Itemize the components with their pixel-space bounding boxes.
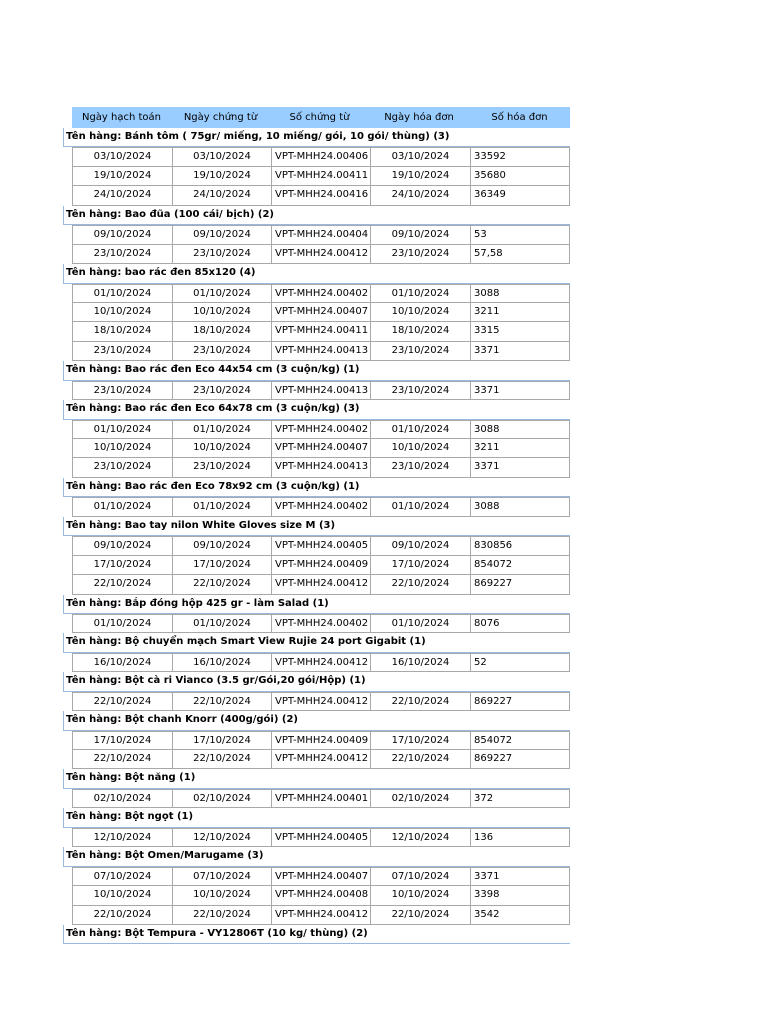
accounting-date-cell: 22/10/2024 bbox=[93, 908, 152, 920]
invoice-date-cell: 16/10/2024 bbox=[370, 654, 470, 671]
invoice-date-cell: 03/10/2024 bbox=[370, 148, 470, 165]
invoice-number-cell: 3398 bbox=[470, 886, 569, 904]
invoice-date-cell: 01/10/2024 bbox=[370, 285, 470, 302]
invoice-date-cell: 09/10/2024 bbox=[370, 226, 470, 243]
row-indent bbox=[63, 147, 72, 166]
table-row bbox=[63, 750, 570, 769]
invoice-date-cell: 10/10/2024 bbox=[370, 886, 470, 904]
row-cells bbox=[72, 614, 570, 633]
voucher-date-cell: 18/10/2024 bbox=[172, 322, 271, 340]
invoice-number-cell: 3315 bbox=[470, 322, 569, 340]
table-row bbox=[63, 245, 570, 264]
invoice-date-cell: 01/10/2024 bbox=[370, 498, 470, 515]
row-indent bbox=[63, 439, 72, 458]
group-title: Tên hàng: Bao rác đen Eco 64x78 cm (3 cuộn/kg) (3) bbox=[66, 403, 360, 415]
column-header-invoice-number: Số hóa đơn bbox=[491, 112, 548, 123]
invoice-number-cell: 3371 bbox=[470, 382, 569, 399]
voucher-date-cell: 01/10/2024 bbox=[172, 615, 271, 632]
accounting-date-cell: 16/10/2024 bbox=[93, 656, 152, 668]
invoice-number-cell: 3211 bbox=[470, 303, 569, 321]
voucher-number-cell: VPT-MHH24.00411 bbox=[271, 322, 370, 340]
row-indent bbox=[63, 186, 72, 205]
group-header bbox=[63, 925, 570, 944]
voucher-number-cell: VPT-MHH24.00402 bbox=[271, 421, 370, 438]
voucher-number-cell: VPT-MHH24.00407 bbox=[271, 868, 370, 885]
table-row bbox=[63, 458, 570, 477]
row-indent bbox=[63, 284, 72, 303]
row-cells bbox=[72, 439, 570, 458]
invoice-number-cell: 3088 bbox=[470, 498, 569, 515]
row-indent bbox=[63, 420, 72, 439]
voucher-number-cell: VPT-MHH24.00405 bbox=[271, 537, 370, 554]
invoice-date-cell: 18/10/2024 bbox=[370, 322, 470, 340]
invoice-date-cell: 01/10/2024 bbox=[370, 421, 470, 438]
invoice-number-cell: 35680 bbox=[470, 167, 569, 185]
invoice-date-cell: 22/10/2024 bbox=[370, 750, 470, 768]
table-row bbox=[63, 906, 570, 925]
row-cells bbox=[72, 167, 570, 186]
accounting-date-cell: 10/10/2024 bbox=[93, 305, 152, 317]
row-indent bbox=[63, 167, 72, 186]
group-header bbox=[63, 517, 570, 536]
voucher-number-cell: VPT-MHH24.00413 bbox=[271, 458, 370, 476]
row-indent bbox=[63, 497, 72, 516]
row-indent bbox=[63, 653, 72, 672]
invoice-number-cell: 8076 bbox=[470, 615, 569, 632]
group-title: Tên hàng: Bộ chuyển mạch Smart View Rujie 24 port Gigabit (1) bbox=[66, 636, 426, 648]
group-title: Tên hàng: Bao rác đen Eco 44x54 cm (3 cuộn/kg) (1) bbox=[66, 364, 360, 376]
invoice-number-cell: 372 bbox=[470, 790, 569, 807]
table-row bbox=[63, 186, 570, 205]
table-row bbox=[63, 731, 570, 750]
voucher-number-cell: VPT-MHH24.00405 bbox=[271, 829, 370, 846]
voucher-date-cell: 02/10/2024 bbox=[172, 790, 271, 807]
row-cells bbox=[72, 303, 570, 322]
voucher-date-cell: 17/10/2024 bbox=[172, 556, 271, 574]
voucher-date-cell: 22/10/2024 bbox=[172, 575, 271, 593]
row-indent bbox=[63, 225, 72, 244]
column-header-voucher-number: Số chứng từ bbox=[289, 112, 350, 123]
table-row bbox=[63, 692, 570, 711]
invoice-date-cell: 22/10/2024 bbox=[370, 906, 470, 924]
voucher-number-cell: VPT-MHH24.00402 bbox=[271, 285, 370, 302]
table-row bbox=[63, 303, 570, 322]
voucher-date-cell: 19/10/2024 bbox=[172, 167, 271, 185]
voucher-date-cell: 01/10/2024 bbox=[172, 421, 271, 438]
accounting-date-cell: 01/10/2024 bbox=[93, 617, 152, 629]
accounting-date-cell: 22/10/2024 bbox=[93, 695, 152, 707]
row-indent bbox=[63, 245, 72, 264]
voucher-number-cell: VPT-MHH24.00411 bbox=[271, 167, 370, 185]
table-row bbox=[63, 225, 570, 244]
row-cells bbox=[72, 342, 570, 361]
accounting-date-cell: 10/10/2024 bbox=[93, 442, 152, 453]
column-header-accounting-date: Ngày hạch toán bbox=[81, 112, 162, 123]
accounting-date-cell: 18/10/2024 bbox=[93, 325, 152, 337]
table-row bbox=[63, 789, 570, 808]
row-cells bbox=[72, 886, 570, 905]
accounting-date-cell: 01/10/2024 bbox=[93, 423, 152, 435]
invoice-number-cell: 3088 bbox=[470, 285, 569, 302]
voucher-date-cell: 03/10/2024 bbox=[172, 148, 271, 165]
voucher-date-cell: 22/10/2024 bbox=[172, 906, 271, 924]
row-indent bbox=[63, 536, 72, 555]
row-indent bbox=[63, 614, 72, 633]
header-gap bbox=[63, 107, 72, 128]
row-indent bbox=[63, 750, 72, 769]
row-cells bbox=[72, 750, 570, 769]
accounting-date-cell: 01/10/2024 bbox=[93, 287, 152, 299]
voucher-number-cell: VPT-MHH24.00412 bbox=[271, 906, 370, 924]
voucher-date-cell: 23/10/2024 bbox=[172, 245, 271, 263]
voucher-date-cell: 12/10/2024 bbox=[172, 829, 271, 846]
row-indent bbox=[63, 906, 72, 925]
group-header bbox=[63, 128, 570, 147]
invoice-date-cell: 23/10/2024 bbox=[370, 342, 470, 360]
table-row bbox=[63, 614, 570, 633]
group-title: Tên hàng: Bột cà ri Vianco (3.5 gr/Gói,20 gói/Hộp) (1) bbox=[66, 675, 366, 687]
row-cells bbox=[72, 653, 570, 672]
group-title: Tên hàng: Bao tay nilon White Gloves size M (3) bbox=[66, 519, 336, 531]
accounting-date-cell: 17/10/2024 bbox=[93, 734, 152, 746]
voucher-date-cell: 10/10/2024 bbox=[172, 439, 271, 457]
row-indent bbox=[63, 381, 72, 400]
invoice-number-cell: 3371 bbox=[470, 458, 569, 476]
row-cells bbox=[72, 284, 570, 303]
invoice-number-cell: 854072 bbox=[470, 556, 569, 574]
voucher-number-cell: VPT-MHH24.00413 bbox=[271, 342, 370, 360]
accounting-date-cell: 23/10/2024 bbox=[93, 461, 152, 473]
group-header bbox=[63, 769, 570, 788]
voucher-date-cell: 23/10/2024 bbox=[172, 382, 271, 399]
row-cells bbox=[72, 556, 570, 575]
voucher-number-cell: VPT-MHH24.00412 bbox=[271, 654, 370, 671]
row-cells bbox=[72, 147, 570, 166]
invoice-number-cell: 3542 bbox=[470, 906, 569, 924]
row-indent bbox=[63, 303, 72, 322]
row-cells bbox=[72, 867, 570, 886]
row-cells bbox=[72, 186, 570, 205]
row-cells bbox=[72, 458, 570, 477]
invoice-number-cell: 830856 bbox=[470, 537, 569, 554]
row-cells bbox=[72, 322, 570, 341]
table-row bbox=[63, 147, 570, 166]
row-indent bbox=[63, 731, 72, 750]
accounting-date-cell: 09/10/2024 bbox=[93, 540, 152, 552]
accounting-date-cell: 19/10/2024 bbox=[93, 169, 152, 181]
voucher-date-cell: 22/10/2024 bbox=[172, 693, 271, 710]
row-cells bbox=[72, 731, 570, 750]
row-indent bbox=[63, 692, 72, 711]
voucher-date-cell: 01/10/2024 bbox=[172, 285, 271, 302]
header-cells bbox=[72, 107, 570, 128]
voucher-date-cell: 10/10/2024 bbox=[172, 303, 271, 321]
invoice-number-cell: 36349 bbox=[470, 186, 569, 204]
group-header bbox=[63, 711, 570, 730]
invoice-date-cell: 01/10/2024 bbox=[370, 615, 470, 632]
group-title: Tên hàng: bao rác đen 85x120 (4) bbox=[66, 267, 256, 279]
group-header bbox=[63, 847, 570, 866]
invoice-date-cell: 10/10/2024 bbox=[370, 303, 470, 321]
table-row bbox=[63, 167, 570, 186]
voucher-number-cell: VPT-MHH24.00412 bbox=[271, 693, 370, 710]
invoice-date-cell: 24/10/2024 bbox=[370, 186, 470, 204]
invoice-number-cell: 52 bbox=[470, 654, 569, 671]
row-indent bbox=[63, 575, 72, 594]
row-cells bbox=[72, 245, 570, 264]
table-row bbox=[63, 653, 570, 672]
table-header bbox=[63, 107, 570, 128]
voucher-number-cell: VPT-MHH24.00401 bbox=[271, 790, 370, 807]
voucher-date-cell: 10/10/2024 bbox=[172, 886, 271, 904]
invoice-date-cell: 12/10/2024 bbox=[370, 829, 470, 846]
accounting-date-cell: 22/10/2024 bbox=[93, 578, 152, 590]
row-cells bbox=[72, 828, 570, 847]
row-indent bbox=[63, 789, 72, 808]
accounting-date-cell: 23/10/2024 bbox=[93, 344, 152, 356]
column-header-invoice-date: Ngày hóa đơn bbox=[384, 112, 454, 123]
voucher-date-cell: 07/10/2024 bbox=[172, 868, 271, 885]
invoice-date-cell: 02/10/2024 bbox=[370, 790, 470, 807]
voucher-number-cell: VPT-MHH24.00402 bbox=[271, 498, 370, 515]
group-title: Tên hàng: Bột năng (1) bbox=[66, 772, 196, 784]
table-row bbox=[63, 828, 570, 847]
voucher-number-cell: VPT-MHH24.00409 bbox=[271, 732, 370, 749]
accounting-date-cell: 12/10/2024 bbox=[93, 831, 152, 843]
invoice-report bbox=[63, 107, 570, 944]
row-cells bbox=[72, 381, 570, 400]
row-cells bbox=[72, 789, 570, 808]
row-cells bbox=[72, 497, 570, 516]
table-row bbox=[63, 556, 570, 575]
voucher-date-cell: 23/10/2024 bbox=[172, 342, 271, 360]
accounting-date-cell: 02/10/2024 bbox=[93, 792, 152, 804]
group-title: Tên hàng: Bắp đóng hộp 425 gr - làm Salad (1) bbox=[66, 597, 329, 609]
table-row bbox=[63, 439, 570, 458]
accounting-date-cell: 10/10/2024 bbox=[93, 889, 152, 901]
invoice-date-cell: 22/10/2024 bbox=[370, 575, 470, 593]
row-indent bbox=[63, 458, 72, 477]
voucher-number-cell: VPT-MHH24.00408 bbox=[271, 886, 370, 904]
voucher-date-cell: 17/10/2024 bbox=[172, 732, 271, 749]
voucher-date-cell: 16/10/2024 bbox=[172, 654, 271, 671]
invoice-number-cell: 869227 bbox=[470, 750, 569, 768]
accounting-date-cell: 22/10/2024 bbox=[93, 753, 152, 764]
row-cells bbox=[72, 420, 570, 439]
voucher-date-cell: 23/10/2024 bbox=[172, 458, 271, 476]
group-header bbox=[63, 633, 570, 652]
invoice-number-cell: 3371 bbox=[470, 342, 569, 360]
accounting-date-cell: 07/10/2024 bbox=[93, 870, 152, 882]
invoice-date-cell: 10/10/2024 bbox=[370, 439, 470, 457]
group-title: Tên hàng: Bột chanh Knorr (400g/gói) (2) bbox=[66, 714, 299, 726]
row-indent bbox=[63, 322, 72, 341]
invoice-number-cell: 136 bbox=[470, 829, 569, 846]
row-indent bbox=[63, 828, 72, 847]
invoice-number-cell: 53 bbox=[470, 226, 569, 243]
voucher-date-cell: 09/10/2024 bbox=[172, 226, 271, 243]
voucher-number-cell: VPT-MHH24.00404 bbox=[271, 226, 370, 243]
group-header bbox=[63, 595, 570, 614]
group-title: Tên hàng: Bột Tempura - VY12806T (10 kg/ thùng) (2) bbox=[66, 927, 368, 939]
row-cells bbox=[72, 692, 570, 711]
invoice-number-cell: 854072 bbox=[470, 732, 569, 749]
row-indent bbox=[63, 556, 72, 575]
voucher-number-cell: VPT-MHH24.00412 bbox=[271, 750, 370, 768]
invoice-number-cell: 869227 bbox=[470, 575, 569, 593]
invoice-number-cell: 3371 bbox=[470, 868, 569, 885]
group-header bbox=[63, 264, 570, 283]
group-title: Tên hàng: Bao rác đen Eco 78x92 cm (3 cuộn/kg) (1) bbox=[66, 480, 360, 492]
table-row bbox=[63, 381, 570, 400]
accounting-date-cell: 03/10/2024 bbox=[93, 151, 152, 163]
group-header bbox=[63, 361, 570, 380]
accounting-date-cell: 17/10/2024 bbox=[93, 558, 152, 570]
invoice-date-cell: 17/10/2024 bbox=[370, 732, 470, 749]
voucher-number-cell: VPT-MHH24.00407 bbox=[271, 303, 370, 321]
row-cells bbox=[72, 575, 570, 594]
voucher-number-cell: VPT-MHH24.00407 bbox=[271, 439, 370, 457]
invoice-date-cell: 09/10/2024 bbox=[370, 537, 470, 554]
voucher-number-cell: VPT-MHH24.00412 bbox=[271, 245, 370, 263]
table-body bbox=[63, 128, 570, 944]
row-cells bbox=[72, 225, 570, 244]
group-header bbox=[63, 808, 570, 827]
voucher-number-cell: VPT-MHH24.00412 bbox=[271, 575, 370, 593]
accounting-date-cell: 24/10/2024 bbox=[93, 189, 152, 201]
table-row bbox=[63, 497, 570, 516]
table-row bbox=[63, 575, 570, 594]
voucher-number-cell: VPT-MHH24.00409 bbox=[271, 556, 370, 574]
group-header bbox=[63, 206, 570, 225]
accounting-date-cell: 23/10/2024 bbox=[93, 247, 152, 259]
column-header-voucher-date: Ngày chứng từ bbox=[183, 112, 258, 123]
group-title: Tên hàng: Bột Omen/Marugame (3) bbox=[66, 850, 264, 862]
table-row bbox=[63, 322, 570, 341]
invoice-date-cell: 22/10/2024 bbox=[370, 693, 470, 710]
invoice-number-cell: 33592 bbox=[470, 148, 569, 165]
group-header bbox=[63, 478, 570, 497]
invoice-number-cell: 3211 bbox=[470, 439, 569, 457]
group-title: Tên hàng: Bột ngọt (1) bbox=[66, 811, 194, 823]
invoice-date-cell: 23/10/2024 bbox=[370, 245, 470, 263]
invoice-date-cell: 19/10/2024 bbox=[370, 167, 470, 185]
table-row bbox=[63, 420, 570, 439]
invoice-date-cell: 23/10/2024 bbox=[370, 382, 470, 399]
row-indent bbox=[63, 867, 72, 886]
accounting-date-cell: 01/10/2024 bbox=[93, 501, 152, 513]
row-indent bbox=[63, 886, 72, 905]
voucher-number-cell: VPT-MHH24.00402 bbox=[271, 615, 370, 632]
voucher-date-cell: 01/10/2024 bbox=[172, 498, 271, 515]
row-cells bbox=[72, 906, 570, 925]
table-row bbox=[63, 342, 570, 361]
table-row bbox=[63, 284, 570, 303]
group-title: Tên hàng: Bao đũa (100 cái/ bịch) (2) bbox=[66, 208, 274, 220]
invoice-number-cell: 3088 bbox=[470, 421, 569, 438]
group-title: Tên hàng: Bánh tôm ( 75gr/ miếng, 10 miếng/ gói, 10 gói/ thùng) (3) bbox=[66, 131, 450, 142]
row-cells bbox=[72, 536, 570, 555]
invoice-date-cell: 23/10/2024 bbox=[370, 458, 470, 476]
voucher-number-cell: VPT-MHH24.00406 bbox=[271, 148, 370, 165]
table-row bbox=[63, 536, 570, 555]
accounting-date-cell: 09/10/2024 bbox=[93, 229, 152, 241]
voucher-date-cell: 24/10/2024 bbox=[172, 186, 271, 204]
table-row bbox=[63, 886, 570, 905]
table-row bbox=[63, 867, 570, 886]
invoice-number-cell: 57,58 bbox=[470, 245, 569, 263]
voucher-number-cell: VPT-MHH24.00416 bbox=[271, 186, 370, 204]
group-header bbox=[63, 672, 570, 691]
accounting-date-cell: 23/10/2024 bbox=[93, 384, 152, 396]
voucher-date-cell: 22/10/2024 bbox=[172, 750, 271, 768]
invoice-date-cell: 17/10/2024 bbox=[370, 556, 470, 574]
voucher-date-cell: 09/10/2024 bbox=[172, 537, 271, 554]
voucher-number-cell: VPT-MHH24.00413 bbox=[271, 382, 370, 399]
invoice-date-cell: 07/10/2024 bbox=[370, 868, 470, 885]
invoice-number-cell: 869227 bbox=[470, 693, 569, 710]
row-indent bbox=[63, 342, 72, 361]
group-header bbox=[63, 400, 570, 419]
